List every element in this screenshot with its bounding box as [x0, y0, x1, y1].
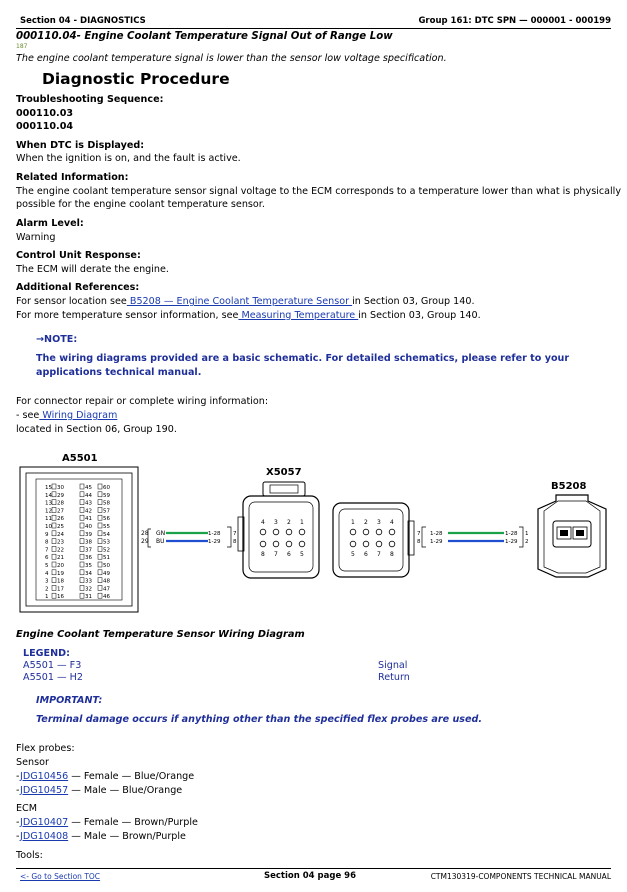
- a5501-pin-number: 17: [57, 586, 64, 593]
- a5501-pin-number: 53: [103, 539, 110, 546]
- troubleshooting-label: Troubleshooting Sequence:: [16, 94, 164, 105]
- a5501-pin-number: 2: [45, 586, 49, 593]
- a5501-pin-number: 25: [57, 524, 64, 530]
- a5501-pin-number: 52: [103, 547, 110, 554]
- small-page-number: 187: [16, 43, 28, 50]
- svg-text:1: 1: [525, 531, 529, 537]
- a5501-pin: [98, 570, 102, 575]
- a5501-pin-number: 57: [103, 508, 110, 515]
- a5501-pin-number: 55: [103, 524, 110, 530]
- jdg10407-link[interactable]: JDG10407: [20, 817, 69, 828]
- note-text: applications technical manual.: [36, 367, 202, 378]
- flex-item: -JDG10407 — Female — Brown/Purple: [16, 817, 198, 828]
- a5501-pin-number: 59: [103, 492, 110, 499]
- x5057-pin: [260, 541, 266, 547]
- x5057-pin-number: 6: [287, 551, 291, 558]
- flex-ecm-label: ECM: [16, 803, 38, 814]
- a5501-pin-number: 7: [45, 547, 49, 554]
- a5501-pin-number: 31: [85, 594, 92, 601]
- x5057-pin: [286, 529, 292, 535]
- a5501-pin-number: 60: [103, 485, 110, 491]
- a5501-pin: [52, 554, 56, 559]
- wire-bu-label: BU: [156, 538, 165, 545]
- a5501-pin: [52, 593, 56, 598]
- x5057-pin-number: 5: [351, 551, 355, 558]
- a5501-pin-number: 32: [85, 586, 92, 593]
- control-text: The ECM will derate the engine.: [16, 264, 169, 275]
- a5501-pin-number: 30: [57, 485, 64, 491]
- x5057-pin-number: 5: [300, 551, 304, 558]
- svg-text:1-29: 1-29: [505, 539, 518, 545]
- note-label: →NOTE:: [36, 334, 78, 345]
- a5501-pin: [80, 500, 84, 505]
- section-label: Section 04 - DIAGNOSTICS: [20, 16, 146, 26]
- a5501-pin-number: 8: [45, 539, 49, 546]
- x5057-pin-number: 4: [390, 519, 394, 526]
- a5501-pin-number: 15: [45, 485, 52, 491]
- a5501-pin-number: 1: [45, 594, 49, 601]
- x5057-pin: [299, 529, 305, 535]
- x5057-pin-number: 4: [261, 519, 265, 526]
- legend-label: LEGEND:: [23, 648, 70, 659]
- x5057-left-half: [238, 482, 319, 578]
- a5501-pin: [80, 523, 84, 528]
- jdg10456-link[interactable]: JDG10456: [20, 771, 69, 782]
- a5501-pin-number: 27: [57, 508, 64, 515]
- related-text: The engine coolant temperature sensor signal voltage to the ECM corresponds to a temperature lower than what is physically: [16, 186, 622, 197]
- troubleshooting-item: 000110.03: [16, 108, 74, 119]
- a5501-pin-number: 44: [85, 492, 92, 499]
- flex-label: Flex probes:: [16, 743, 75, 754]
- svg-text:7: 7: [233, 531, 237, 537]
- refs-label: Additional References:: [16, 282, 140, 293]
- x5057-pin-number: 6: [364, 551, 368, 558]
- x5057-pin: [299, 541, 305, 547]
- a5501-pin-number: 36: [85, 555, 92, 562]
- a5501-pin-number: 34: [85, 570, 92, 577]
- a5501-pin: [98, 593, 102, 598]
- a5501-pin-grid: [45, 484, 110, 600]
- a5501-pin-number: 49: [103, 570, 110, 577]
- a5501-pin-number: 56: [103, 516, 110, 523]
- a5501-pin-number: 11: [45, 516, 52, 523]
- a5501-pin-number: 37: [85, 547, 92, 554]
- a5501-pin-number: 20: [57, 563, 64, 569]
- svg-text:8: 8: [417, 539, 421, 545]
- refs-line: For more temperature sensor information, see Measuring Temperature in Section 03, Group 140.: [16, 310, 481, 321]
- a5501-pin-number: 10: [45, 524, 52, 530]
- a5501-pin-number: 48: [103, 578, 110, 585]
- a5501-pin-number: 33: [85, 578, 92, 585]
- a5501-pin-number: 23: [57, 539, 64, 546]
- pin-28-label: 28: [141, 530, 149, 537]
- flex-item: -JDG10457 — Male — Blue/Orange: [16, 785, 183, 796]
- x5057-pin: [376, 529, 382, 535]
- a5501-pin: [52, 562, 56, 567]
- x5057-pin-number: 1: [351, 519, 355, 526]
- a5501-pin-number: 58: [103, 500, 110, 507]
- page-footer: [16, 868, 611, 883]
- a5501-pin: [80, 546, 84, 551]
- svg-text:1-28: 1-28: [430, 531, 443, 537]
- a5501-pin: [98, 562, 102, 567]
- a5501-pin-number: 42: [85, 508, 92, 515]
- a5501-pin: [98, 507, 102, 512]
- a5501-pin-number: 43: [85, 500, 92, 507]
- x5057-pin-number: 8: [390, 551, 394, 558]
- a5501-pin: [80, 507, 84, 512]
- pin-29-label: 29: [141, 538, 149, 545]
- a5501-pin-number: 3: [45, 578, 49, 585]
- a5501-pin: [80, 585, 84, 590]
- svg-text:1-29: 1-29: [208, 539, 221, 545]
- a5501-pin-number: 47: [103, 586, 110, 593]
- x5057-pin: [350, 541, 356, 547]
- x5057-right-half: [333, 503, 414, 577]
- legend-pin: A5501 — H2: [23, 672, 83, 683]
- x5057-pin: [260, 529, 266, 535]
- a5501-pin: [52, 515, 56, 520]
- x5057-pin: [389, 529, 395, 535]
- a5501-pin-number: 22: [57, 547, 64, 554]
- a5501-pin-number: 12: [45, 508, 52, 515]
- sensor-location-link[interactable]: B5208 — Engine Coolant Temperature Sensor: [126, 296, 353, 307]
- a5501-pin: [80, 484, 84, 489]
- section-toc-link[interactable]: <- Go to Section TOC: [20, 872, 101, 881]
- note-text: The wiring diagrams provided are a basic schematic. For detailed schematics, please refer to your: [36, 353, 570, 364]
- a5501-pin: [80, 539, 84, 544]
- x5057-pin: [376, 541, 382, 547]
- related-text: possible for the engine coolant temperature sensor.: [16, 199, 265, 210]
- x5057-pin: [363, 529, 369, 535]
- a5501-pin-number: 40: [85, 524, 92, 530]
- a5501-pin: [80, 562, 84, 567]
- a5501-pin-number: 39: [85, 531, 92, 538]
- svg-text:1-28: 1-28: [505, 531, 518, 537]
- a5501-pin-number: 50: [103, 563, 110, 569]
- a5501-pin-number: 24: [57, 531, 64, 538]
- a5501-pin-number: 26: [57, 516, 64, 523]
- a5501-pin-number: 14: [45, 492, 52, 499]
- x5057-pin: [363, 541, 369, 547]
- a5501-pin: [52, 500, 56, 505]
- wiring-diagram: [0, 445, 627, 625]
- connector-text: located in Section 06, Group 190.: [16, 424, 177, 435]
- x5057-pin-number: 8: [261, 551, 265, 558]
- a5501-pin: [98, 578, 102, 583]
- connector-text: For connector repair or complete wiring information:: [16, 396, 269, 407]
- a5501-pin-number: 46: [103, 594, 110, 601]
- a5501-pin: [52, 539, 56, 544]
- wiring-diagram-link[interactable]: Wiring Diagram: [39, 410, 118, 421]
- jdg10457-link[interactable]: JDG10457: [20, 785, 69, 796]
- troubleshooting-item: 000110.04: [16, 121, 74, 132]
- a5501-pin-number: 13: [45, 500, 52, 507]
- a5501-pin: [80, 570, 84, 575]
- connector-text: - see Wiring Diagram: [16, 410, 118, 421]
- a5501-pin: [52, 484, 56, 489]
- group-label: Group 161: DTC SPN — 000001 - 000199: [418, 16, 611, 26]
- svg-text:1-29: 1-29: [430, 539, 443, 545]
- x5057-pin: [389, 541, 395, 547]
- a5501-pin-number: 16: [57, 594, 64, 601]
- a5501-pin-number: 5: [45, 563, 49, 569]
- alarm-label: Alarm Level:: [16, 218, 84, 229]
- x5057-pin: [350, 529, 356, 535]
- a5501-pin: [52, 492, 56, 497]
- a5501-pin: [98, 523, 102, 528]
- jdg10408-link[interactable]: JDG10408: [20, 831, 69, 842]
- a5501-pin: [98, 539, 102, 544]
- page-title: 000110.04- Engine Coolant Temperature Signal Out of Range Low: [16, 31, 393, 42]
- when-text: When the ignition is on, and the fault is active.: [16, 153, 241, 164]
- a5501-pin-number: 4: [45, 570, 49, 577]
- a5501-pin-number: 35: [85, 563, 92, 569]
- tools-label: Tools:: [16, 850, 43, 861]
- svg-text:7: 7: [417, 531, 421, 537]
- a5501-pin: [52, 523, 56, 528]
- legend-desc: Return: [378, 672, 410, 683]
- a5501-pin: [98, 500, 102, 505]
- a5501-pin: [80, 531, 84, 536]
- control-label: Control Unit Response:: [16, 250, 141, 261]
- b5208-sensor: [538, 495, 606, 577]
- a5501-pin: [80, 515, 84, 520]
- legend-desc: Signal: [378, 660, 408, 671]
- a5501-pin: [52, 578, 56, 583]
- a5501-pin: [52, 531, 56, 536]
- x5057-pin-number: 2: [287, 519, 291, 526]
- flex-sensor-label: Sensor: [16, 757, 49, 768]
- a5501-pin-number: 28: [57, 500, 64, 507]
- a5501-pin: [80, 578, 84, 583]
- x5057-pin-number: 3: [377, 519, 381, 526]
- a5501-pin: [80, 492, 84, 497]
- wire-gn-label: GN: [156, 530, 166, 537]
- when-label: When DTC is Displayed:: [16, 140, 145, 151]
- a5501-pin: [52, 507, 56, 512]
- x5057-label: X5057: [266, 467, 302, 478]
- page-header: [16, 14, 611, 29]
- a5501-pin: [98, 515, 102, 520]
- dtc-subtitle: The engine coolant temperature signal is lower than the sensor low voltage specification.: [16, 53, 447, 64]
- important-text: Terminal damage occurs if anything other than the specified flex probes are used.: [36, 714, 483, 725]
- x5057-pin-number: 7: [274, 551, 278, 558]
- a5501-pin: [98, 585, 102, 590]
- flex-item: -JDG10408 — Male — Brown/Purple: [16, 831, 186, 842]
- page-number: Section 04 page 96: [264, 871, 356, 881]
- a5501-pin: [80, 593, 84, 598]
- refs-line: For sensor location see B5208 — Engine Coolant Temperature Sensor in Section 03, Group 140.: [16, 296, 475, 307]
- measuring-temperature-link[interactable]: Measuring Temperature: [238, 310, 359, 321]
- a5501-pin: [52, 546, 56, 551]
- svg-text:8: 8: [233, 539, 237, 545]
- flex-item: -JDG10456 — Female — Blue/Orange: [16, 771, 195, 782]
- a5501-pin: [80, 554, 84, 559]
- a5501-pin-number: 41: [85, 516, 92, 523]
- a5501-pin: [98, 531, 102, 536]
- a5501-pin-number: 54: [103, 531, 110, 538]
- x5057-pin: [273, 541, 279, 547]
- x5057-pin-number: 1: [300, 519, 304, 526]
- a5501-pin-number: 29: [57, 492, 64, 499]
- diagram-caption: Engine Coolant Temperature Sensor Wiring Diagram: [16, 629, 305, 640]
- svg-text:1-28: 1-28: [208, 531, 221, 537]
- a5501-pin: [52, 585, 56, 590]
- svg-text:2: 2: [525, 539, 529, 545]
- a5501-pin-number: 38: [85, 539, 92, 546]
- legend-pin: A5501 — F3: [23, 660, 82, 671]
- manual-name: CTM130319-COMPONENTS TECHNICAL MANUAL: [430, 872, 611, 881]
- alarm-text: Warning: [16, 232, 56, 243]
- related-label: Related Information:: [16, 172, 129, 183]
- b5208-label: B5208: [551, 481, 587, 492]
- a5501-pin-number: 9: [45, 531, 49, 538]
- x5057-pin-number: 2: [364, 519, 368, 526]
- procedure-heading: Diagnostic Procedure: [42, 70, 230, 88]
- x5057-pin-number: 7: [377, 551, 381, 558]
- x5057-pin: [286, 541, 292, 547]
- a5501-pin-number: 6: [45, 555, 49, 562]
- a5501-pin: [98, 484, 102, 489]
- a5501-pin: [98, 554, 102, 559]
- a5501-label: A5501: [62, 453, 98, 464]
- x5057-pin: [273, 529, 279, 535]
- a5501-pin-number: 19: [57, 570, 64, 577]
- a5501-pin-number: 21: [57, 555, 64, 562]
- a5501-pin-number: 18: [57, 578, 64, 585]
- a5501-pin: [98, 492, 102, 497]
- a5501-pin-number: 51: [103, 555, 110, 562]
- a5501-pin-number: 45: [85, 485, 92, 491]
- a5501-outline: [20, 467, 138, 612]
- a5501-pin: [98, 546, 102, 551]
- x5057-pin-number: 3: [274, 519, 278, 526]
- important-label: IMPORTANT:: [36, 695, 103, 706]
- a5501-pin: [52, 570, 56, 575]
